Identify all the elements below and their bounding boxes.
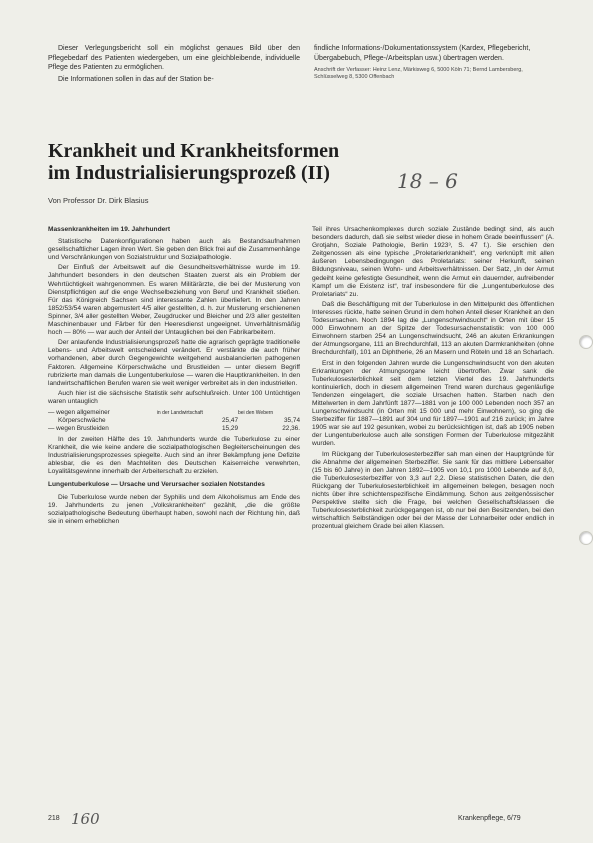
statistics-row [48, 425, 300, 433]
statistics-row [48, 417, 300, 425]
page-number: 218 [48, 815, 60, 822]
journal-footer: Krankenpflege, 6/79 [458, 815, 521, 822]
paragraph: Der Einfluß der Arbeitswelt auf die Gesundheitsverhältnisse wurde im 19. Jahrhundert besonders in den deutschen Staaten zuerst als ein Problem der Wehrtüchtigkeit wahrgenommen. Es waren Militärärzte, die bei der Musterung von Dienstpflichtigen auf die enge Wechselbeziehung von Beruf und Krankheit stießen. Für das Königreich Sachsen sind interessante Zahlen überliefert. In den Jahren 1852/53/54 waren abgemustert 4/5 aller gestellten, d. h. zur Musterung erschienenen Spinner, 3/4 aller gestellten Weber, Zeugdrucker und Bleicher und 2/3 aller gestellten Maschinenbauer und Färber für den Heeresdienst ungeeignet. Unverhältnismäßig hoch — 80% — war auch der Anteil der Untauglichen bei den Fabrikarbeitern. [48, 264, 300, 337]
statistics-header-row [48, 409, 300, 417]
punch-hole [579, 335, 593, 349]
svg-text:160: 160 [71, 810, 100, 828]
paragraph: Die Tuberkulose wurde neben der Syphilis und dem Alkoholismus am Ende des 19. Jahrhunderts zu jenen „Volkskrankheiten“ gezählt, „die die größte sozialpathologische Bedeutung überhaupt haben, sowohl nach der Richtung hin, daß sie in einem erheblichen [48, 493, 300, 525]
statistics-table [48, 409, 300, 433]
title-line-1: Krankheit und Krankheitsformen [48, 140, 340, 162]
stat-cell: 15,29 [222, 424, 238, 432]
title-line-2: im Industrialisierungsprozeß (II) [48, 162, 330, 184]
intro-left-text [48, 44, 300, 86]
section-heading-tuberculosis: Lungentuberkulose — Ursache und Verursacher sozialen Notstandes [48, 481, 265, 489]
paragraph: Der anlaufende Industrialisierungsprozeß hatte die agrarisch geprägte traditionelle Lebens- und Arbeitswelt entscheidend verändert. Er verstärkte die auch früher vorhandenen, aber durch Gegengewichte weitgehend ausbalancierten pathogenen Faktoren. Allgemeine Körperschwäche und Brustleiden — unter diesem Begriff rubrizierte man damals die Lungentuberkulose — waren die Hauptkrankheiten. In den landwirtschaftlichen Berufen waren sie weit weniger verbreitet als in den industriellen. [48, 339, 300, 387]
author-address-note: Anschrift der Verfasser: Heinz Lenz, Märkisweg 6, 5000 Köln 71; Bernd Lambersberg, Schlüsselweg 8, 5300 Offenbach [314, 67, 523, 80]
intro-right-paragraph: findliche Informations-/Dokumentationssystem (Kardex, Pflegebericht, Übergabebuch, Pflege-/Arbeitsplan usw.) übertragen werden. [314, 45, 531, 62]
stat-cell: — wegen Brustleiden [48, 424, 109, 432]
paragraph: Erst in den folgenden Jahren wurde die Lungenschwindsucht von den akuten Erkrankungen der Atmungsorgane leicht übertroffen. Zwar sank die Tuberkulosesterblichkeit seit dem letzten Viertel des 19. Jahrhunderts kontinuierlich, doch in diesem allgemeinen Trend waren durchaus gegenläufige Tendenzen eingelagert, die soziale Ursachen hatten. Starben nach den Mittelwerten in dem Jahrfünft 1877—1881 von je 100 000 Lebenden noch 357 an Lungenschwindsucht (in Orten mit 15 000 und mehr Einwohnern), so ging die Sterbeziffer für 1887—1891 auf 304 und für 1897—1901 auf 216 zurück; im Jahre 1905 war sie auf 192 gesunken, wobei zu berücksichtigen ist, daß ab 1905 neben der Lungentuberkulose auch alle sonstigen Formen der Tuberkulose mitgezählt wurden. [312, 359, 554, 448]
stat-cell: bei den Webern [238, 409, 274, 416]
stat-cell: in der Landwirtschaft [156, 409, 203, 416]
right-column [312, 226, 554, 533]
paragraph: In der zweiten Hälfte des 19. Jahrhunderts wurde die Tuberkulose zu einer Krankheit, die wie keine andere die sozialpathologischen Begleiterscheinungen des Industrialisierungsprozesses spiegelte. Auch sind an ihrer Bekämpfung jene Defizite ablesbar, die es den Machteliten des Deutschen Kaiserreiche verwehrten, Loyalitätsgewinne innerhalb der Arbeiterschaft zu erzielen. [48, 435, 300, 476]
paragraph: Auch hier ist die sächsische Statistik sehr aufschlußreich. Unter 100 Untüchtigen waren untauglich [48, 389, 300, 405]
handwritten-annotation [395, 166, 465, 194]
paragraph: Im Rückgang der Tuberkulosesterbeziffer sah man einen der Hauptgründe für die Abnahme der allgemeinen Sterbeziffer. Sie sank für das mittlere Lebensalter (15 bis 60 Jahre) in den Jahren 1892—1905 von 10,1 pro 1000 Lebende auf 8,0, die Tuberkulosesterbeziffer von 3,3 auf 2,2. Diese statistischen Daten, die den Rückgang der Tuberkulosesterblichkeit im allgemeinen belegen, besagen noch nichts über ihre schichtenspezifische Eindämmung. Schon aus zeitgenössischer Perspektive stellte sich die Frage, bei welchen Gesellschaftsklassen die Tuberkulosesterblichkeit zurückgegangen ist, ob nur bei den Besitzenden, bei den wirtschaftlich Selbständigen oder bei der Masse der Lohnarbeiter oder endlich in prozentual gleichem Grade bei allen Klassen. [312, 450, 554, 531]
stat-cell: 25,47 [222, 416, 238, 424]
svg-text:18 – 6: 18 – 6 [397, 169, 458, 193]
punch-hole [579, 531, 593, 545]
stat-cell: Körperschwäche [58, 416, 106, 424]
left-column [48, 226, 300, 528]
section-heading-mass-diseases: Massenkrankheiten im 19. Jahrhundert [48, 226, 171, 233]
intro-right-text [314, 44, 554, 81]
intro-paragraph-2: Die Informationen sollen in das auf der Station be- [58, 75, 214, 83]
paragraph: Teil ihres Ursachenkomplexes durch soziale Zustände bedingt sind, als auch besonders dadurch, daß sie selbst wieder diese in hohem Grade beeinflussen“ (A. Grotjahn, Soziale Pathologie, Berlin 1923³, S. 47 f.). Sie erschien den Zeitgenossen als eine typische „Proletarierkrankheit“, eng verknüpft mit allen äußeren Lebensbedingungen des Proletariats: seiner Herkunft, seinen Bildungsniveau, seinen Wohn- und Arbeitsverhältnissen. Der Satz, „In der Armut gedeiht keine gefestigte Gesundheit, wenn die Armut ein dauernder, aufreibender Kampf um die Existenz ist“, traf insbesondere für die „Lungentuberkulose des Proletariats“ zu. [312, 226, 554, 298]
stat-cell: 35,74 [284, 416, 300, 424]
stat-cell: 22,36. [282, 424, 300, 432]
paragraph: Statistische Datenkonfigurationen haben auch als Bestandsaufnahmen gesellschaftlicher Lagen ihren Wert. Sie geben den Blick frei auf die Zusammenhänge und Verschränkungen von Sozialstruktur und Sozialpathologie. [48, 238, 300, 262]
author-byline: Von Professor Dr. Dirk Blasius [48, 196, 149, 205]
paragraph: Daß die Beschäftigung mit der Tuberkulose in den Mittelpunkt des öffentlichen Interesses rückte, hatte seinen Grund in dem hohen Anteil dieser Krankheit an den Todesursachen. Noch 1894 lag die „Lungenschwindsucht“ in Orten mit über 15 000 Einwohnern an der Spitze der Todesursachenstatistik: von 100 000 Einwohnern starben 254 an Lungenschwindsucht, 246 an akuten Erkrankungen der Atmungsorgane, 111 an Brechdurchfall, 113 an akuten Darmkrankheiten (ohne Brechdurchfall), 101 an Diphtherie, 26 an Masern und Röteln und 18 an Scharlach. [312, 300, 554, 357]
stat-cell: — wegen allgemeiner [48, 408, 110, 416]
handwritten-page-number [70, 808, 106, 828]
intro-paragraph-1: Dieser Verlegungsbericht soll ein möglichst genaues Bild über den Pflegebedarf des Patienten wiedergeben, um eine gleichbleibende, individuelle Pflege des Patienten zu ermöglichen. [48, 45, 300, 71]
